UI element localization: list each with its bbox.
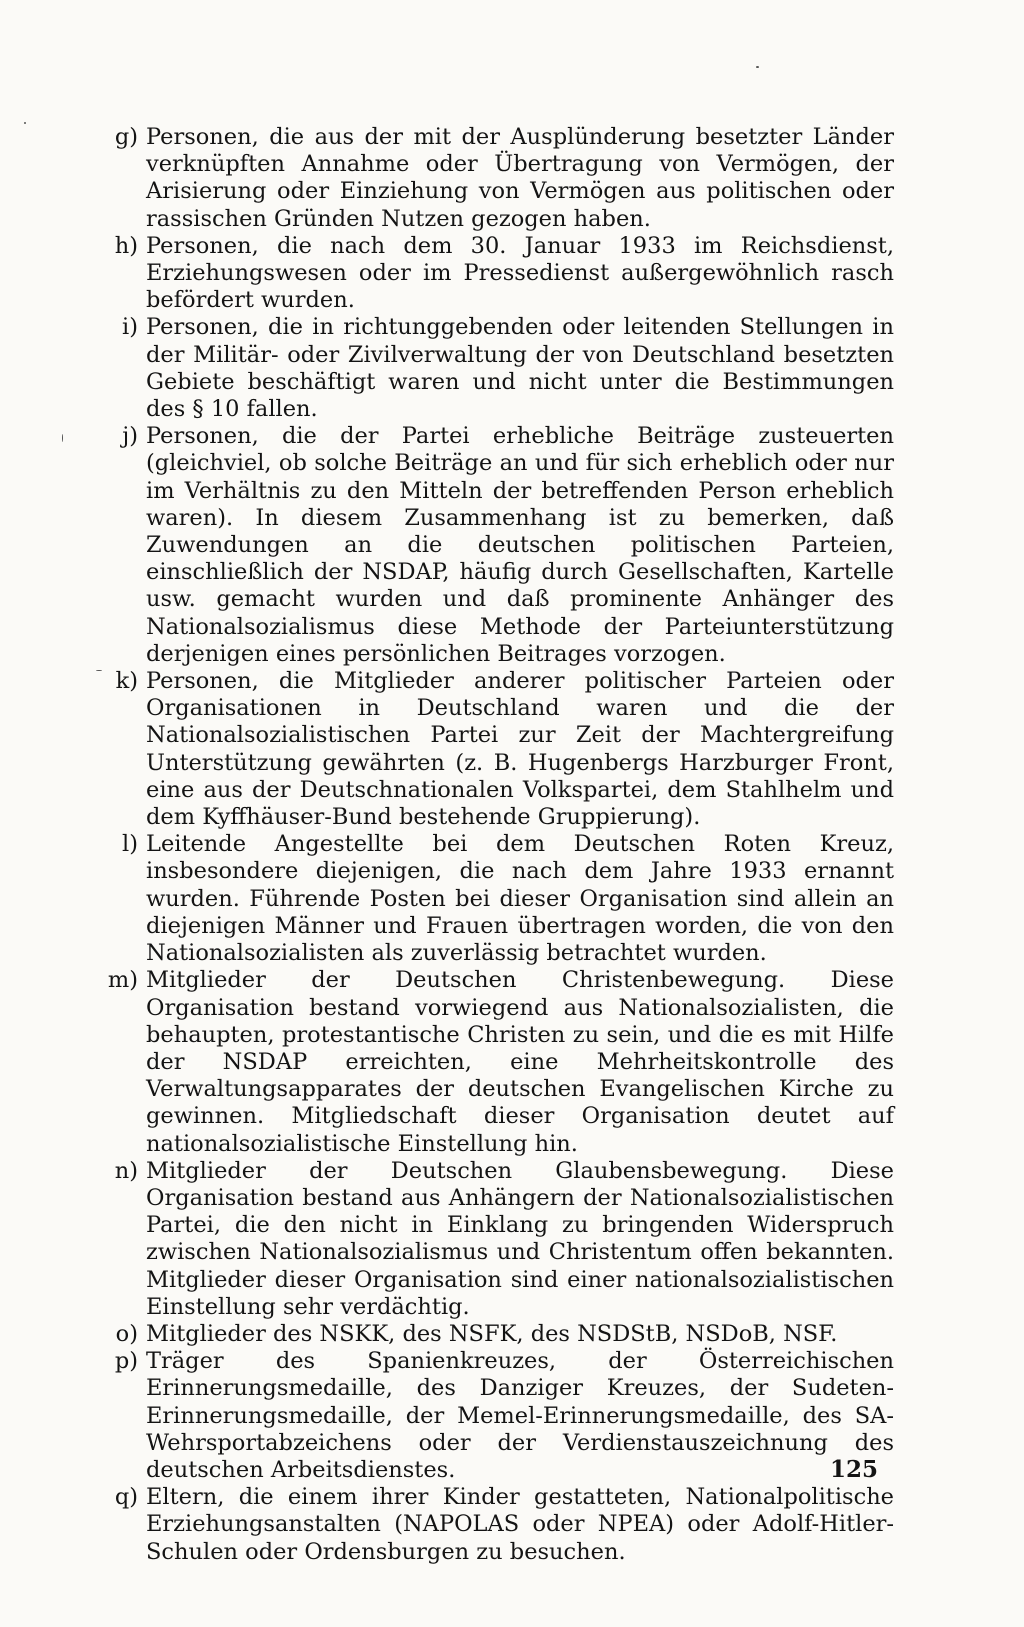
list-item-text: Personen, die in richtunggebenden oder leitenden Stellungen in der Militär- oder Zivilverwaltung der von Deutschland besetzten Gebiete beschäftigt waren und nicht unter die Bestimmungen des § 10 fallen. xyxy=(146,314,894,423)
list-item-text: Mitglieder der Deutschen Christenbewegung. Diese Organisation bestand vorwiegend aus Nationalsozialisten, die behaupten, protestantische Christen zu sein, und die es mit Hilfe der NSDAP erreichten, eine Mehrheitskontrolle des Verwaltungsapparates der deutschen Evangelischen Kirche zu gewinnen. Mitgliedschaft dieser Organisation deutet auf nationalsozialistische Einstellung hin. xyxy=(146,967,894,1157)
list-item-text: Eltern, die einem ihrer Kinder gestatteten, Nationalpolitische Erziehungsanstalten (NAPOLAS oder NPEA) oder Adolf-Hitler-Schulen oder Ordensburgen zu besuchen. xyxy=(146,1484,894,1565)
scan-speck xyxy=(62,434,63,442)
list-item-k xyxy=(88,668,894,831)
list-marker: o) xyxy=(115,1320,138,1347)
page-number: 125 xyxy=(830,1456,879,1483)
list-item-i xyxy=(88,314,894,423)
scan-speck xyxy=(96,670,102,671)
list-item-q xyxy=(88,1484,894,1566)
list-item-n xyxy=(88,1158,894,1321)
scan-speck xyxy=(24,122,26,124)
list-marker: j) xyxy=(122,423,138,450)
list-item-m xyxy=(88,967,894,1157)
list-marker: g) xyxy=(114,124,138,150)
list-item-text: Personen, die aus der mit der Ausplünderung besetzter Länder verknüpften Annahme oder Übertragung von Vermögen, der Arisierung oder Einziehung von Vermögen aus politischen oder rassischen Gründen Nutzen gezogen haben. xyxy=(146,124,894,232)
list-item-text: Mitglieder der Deutschen Glaubensbewegung. Diese Organisation bestand aus Anhängern der Nationalsozialistischen Partei, die den nicht in Einklang zu bringenden Widerspruch zwischen Nationalsozialismus und Christentum offen bekannten. Mitglieder dieser Organisation sind einer nationalsozialistischen Einstellung sehr verdächtig. xyxy=(146,1157,894,1320)
list-item-j xyxy=(88,423,894,668)
list-item-l xyxy=(88,831,894,967)
list-item-o xyxy=(88,1321,894,1348)
list-item-h xyxy=(88,233,894,315)
list-item-text: Personen, die Mitglieder anderer politischer Parteien oder Organisationen in Deutschland waren und die der Nationalsozialistischen Partei zur Zeit der Machtergreifung Unterstützung gewährten (z. B. Hugenbergs Harzburger Front, eine aus der Deutschnationalen Volkspartei, dem Stahlhelm und dem Kyffhäuser-Bund bestehende Gruppierung). xyxy=(146,668,894,831)
list-marker: i) xyxy=(122,314,138,341)
scan-speck xyxy=(756,66,759,68)
list-item-text: Mitglieder des NSKK, des NSFK, des NSDStB, NSDoB, NSF. xyxy=(146,1320,838,1347)
list-marker: k) xyxy=(115,668,138,695)
list-item-text: Leitende Angestellte bei dem Deutschen Roten Kreuz, insbesondere diejenigen, die nach dem Jahre 1933 ernannt wurden. Führende Posten bei dieser Organisation sind allein an diejenigen Männer und Frauen übertragen worden, die von den Nationalsozialisten als zuverlässig betrachtet wurden. xyxy=(146,831,894,967)
list-item-text: Personen, die nach dem 30. Januar 1933 im Reichsdienst, Erziehungswesen oder im Pressedienst außergewöhnlich rasch befördert wurden. xyxy=(146,232,894,314)
list-marker: m) xyxy=(107,967,138,994)
list-marker: h) xyxy=(114,232,138,259)
list-marker: q) xyxy=(114,1484,138,1511)
list-item-g xyxy=(88,124,894,233)
list-marker: p) xyxy=(114,1348,138,1375)
list-marker: l) xyxy=(122,831,138,858)
list-item-text: Träger des Spanienkreuzes, der Österreichischen Erinnerungsmedaille, des Danziger Kreuzes, der Sudeten-Erinnerungsmedaille, der Memel-Erinnerungsmedaille, des SA-Wehrsportabzeichens oder der Verdienstauszeichnung des deutschen Arbeitsdienstes. xyxy=(146,1348,894,1483)
list-marker: n) xyxy=(114,1157,138,1184)
list-item-text: Personen, die der Partei erhebliche Beiträge zusteuerten (gleichviel, ob solche Beiträge an und für sich erheblich oder nur im Verhältnis zu den Mitteln der betreffenden Person erheblich waren). In diesem Zusammenhang ist zu bemerken, daß Zuwendungen an die deutschen politischen Parteien, einschließlich der NSDAP, häufig durch Gesellschaften, Kartelle usw. gemacht wurden und daß prominente Anhänger des Nationalsozialismus diese Methode der Parteiunterstützung derjenigen eines persönlichen Beitrages vorzogen. xyxy=(146,423,894,667)
document-body xyxy=(88,124,894,1566)
list-item-p xyxy=(88,1348,894,1484)
